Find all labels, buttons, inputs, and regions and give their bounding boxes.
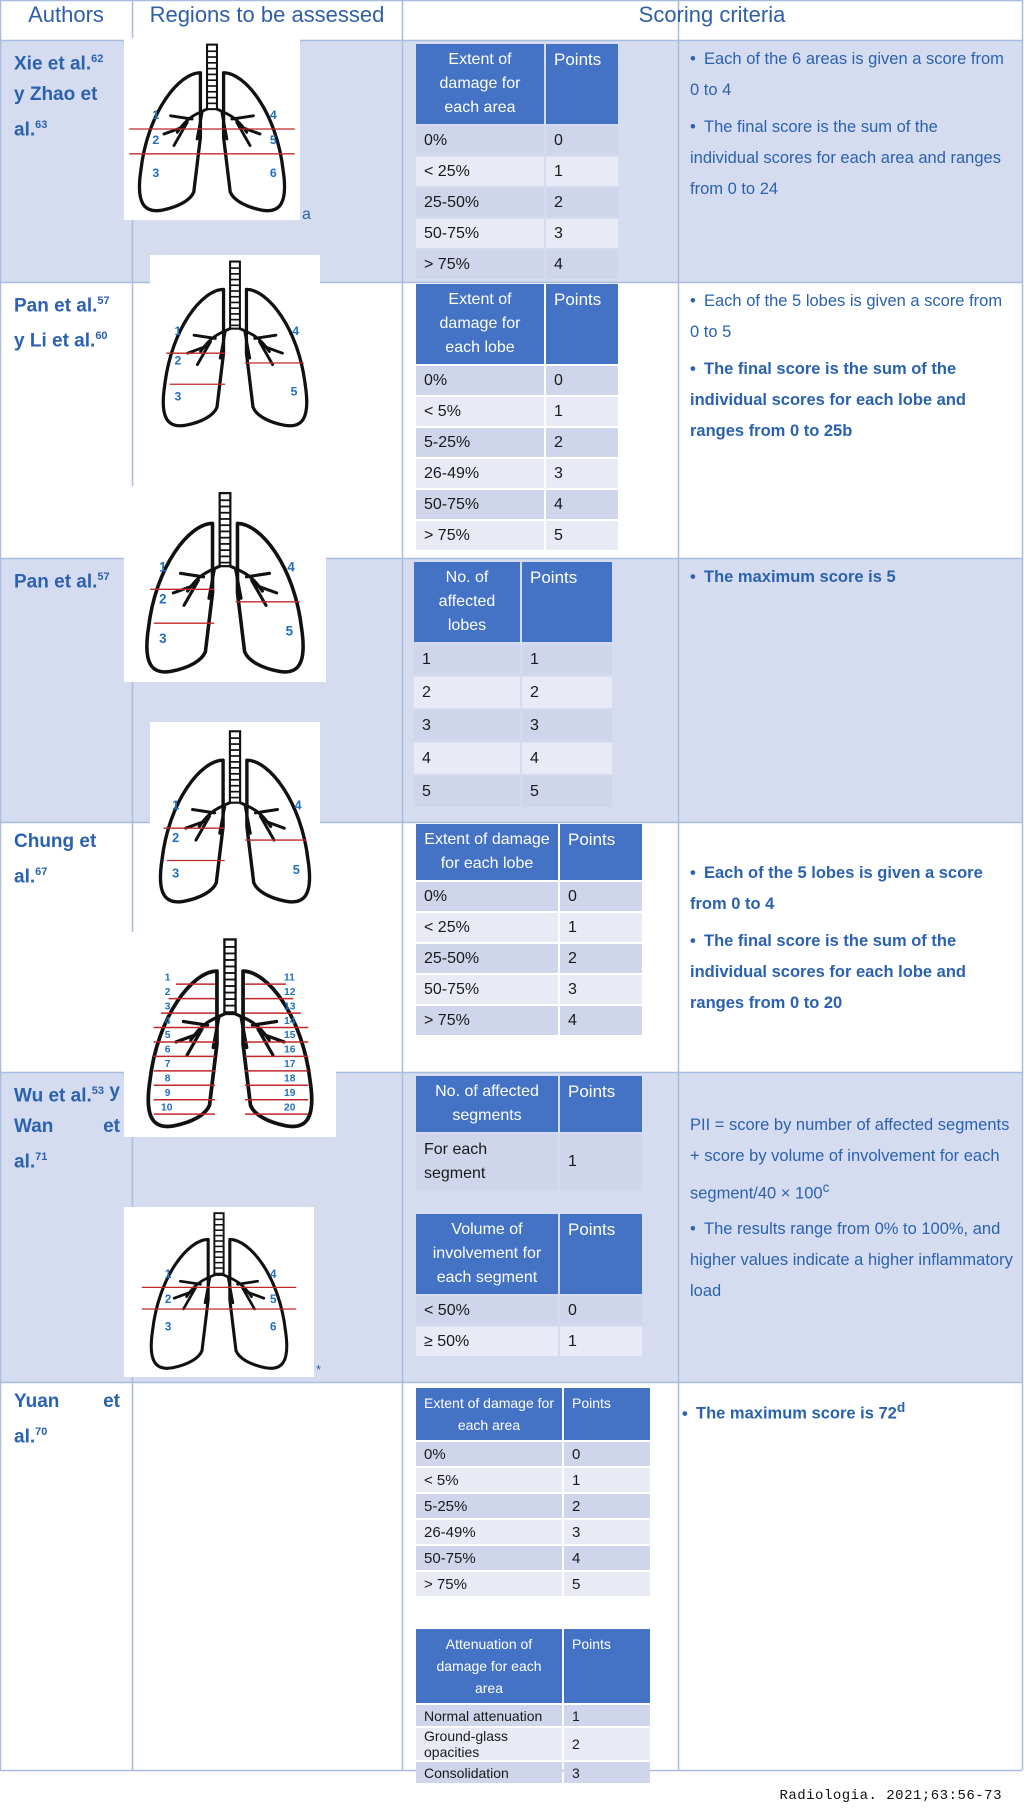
- bronchus-branch: [194, 335, 215, 338]
- author-name: y Li et al.: [14, 330, 96, 352]
- subtable-row: [414, 743, 612, 774]
- bronchus-branch: [246, 573, 269, 577]
- subtable-points-cell: 2: [546, 428, 618, 457]
- subtable-criterion-cell: Ground-glass opacities: [416, 1728, 562, 1760]
- subtable-points-cell: 4: [546, 250, 618, 279]
- subtable-points-cell: 3: [560, 975, 642, 1004]
- bullet-dot: •: [690, 292, 696, 310]
- subtable-points-cell: 1: [564, 1468, 650, 1492]
- header-regions: Regions to be assessed: [149, 2, 385, 27]
- bullet-dot: •: [690, 50, 696, 68]
- scoring-subtable: [414, 1074, 644, 1192]
- scoring-subtable: [414, 1386, 652, 1598]
- region-number-label: 1: [172, 797, 180, 813]
- region-number-label: 5: [290, 384, 298, 399]
- formula-text: [690, 1110, 1014, 1210]
- subtable-row: [414, 644, 612, 675]
- band-fill: [0, 558, 132, 822]
- subtable-criterion-cell: For each segment: [416, 1134, 558, 1190]
- subtable-criterion-cell: 0%: [416, 882, 558, 911]
- left-lung-outline: [139, 73, 200, 211]
- trachea: [207, 45, 217, 110]
- region-number-label: 4: [294, 797, 302, 813]
- subtable-row: [416, 250, 618, 279]
- subtable-row: [416, 1442, 650, 1466]
- subtable-criterion-header: Extent of damage for each area: [416, 1388, 562, 1440]
- formula-body: PII = score by number of affected segments + score by volume of involvement for each segment/40 × 100: [690, 1116, 1010, 1203]
- trachea: [220, 493, 231, 566]
- bronchus-branch: [171, 116, 193, 119]
- subtable-row: [416, 219, 618, 248]
- lung-diagram: [150, 722, 320, 914]
- bronchus-branch: [193, 810, 215, 813]
- lung-diagram: [124, 486, 326, 682]
- region-number-label: 6: [269, 165, 277, 180]
- author-name: Chung et: [14, 831, 97, 852]
- bullet-text: The maximum score is 72: [696, 1404, 897, 1423]
- subtable-criterion-cell: > 75%: [416, 250, 544, 279]
- bronchus-branch: [255, 810, 277, 813]
- subtable-points-cell: 2: [522, 677, 612, 708]
- subtable-row: [416, 1728, 650, 1760]
- region-number-label: 2: [172, 829, 180, 845]
- lung-diagram: [124, 932, 336, 1137]
- subtable-points-cell: 3: [564, 1762, 650, 1783]
- region-number-label: 17: [284, 1059, 296, 1071]
- subtable-criterion-cell: > 75%: [416, 1572, 562, 1596]
- subtable-criterion-cell: 3: [414, 710, 520, 741]
- subtable-criterion-cell: 25-50%: [416, 188, 544, 217]
- right-lung-outline: [247, 760, 310, 902]
- scoring-subtable: [414, 282, 620, 552]
- citation-footer: Radiologia. 2021;63:56-73: [779, 1788, 1002, 1804]
- subtable-points-cell: 0: [564, 1442, 650, 1466]
- author-name: y: [109, 1081, 120, 1102]
- author-line: [14, 1142, 120, 1177]
- trachea: [230, 262, 240, 329]
- subtable-points-header: Points: [546, 44, 618, 124]
- subtable-criterion-cell: 50-75%: [416, 1546, 562, 1570]
- subtable-points-cell: 3: [522, 710, 612, 741]
- author-cell: [0, 822, 132, 892]
- region-number-label: 3: [152, 165, 160, 180]
- subtable-criterion-cell: < 25%: [416, 157, 544, 186]
- subtable-points-cell: 1: [522, 644, 612, 675]
- criteria-notes: [690, 286, 1008, 453]
- region-number-label: 2: [164, 986, 171, 998]
- subtable-criterion-cell: 25-50%: [416, 944, 558, 973]
- lung-diagram: [124, 1207, 314, 1377]
- subtable-points-cell: 5: [564, 1572, 650, 1596]
- subtable-criterion-header: Attenuation of damage for each area: [416, 1629, 562, 1703]
- subtable-criterion-cell: > 75%: [416, 521, 544, 550]
- subtable-row: [416, 1134, 642, 1190]
- subtable-criterion-header: No. of affected lobes: [414, 562, 520, 642]
- author-line: [14, 562, 120, 597]
- region-number-label: 3: [164, 1321, 172, 1334]
- author-name: Xie et al.: [14, 53, 92, 75]
- bullet-dot: •: [690, 360, 696, 378]
- region-number-label: 11: [284, 972, 295, 984]
- subtable-row: [416, 157, 618, 186]
- criteria-bullet: [690, 858, 1010, 920]
- subtable-row: [416, 1006, 642, 1035]
- right-lung-outline: [246, 289, 306, 425]
- subtable-criterion-cell: Consolidation: [416, 1762, 562, 1783]
- subtable-row: [416, 366, 618, 395]
- subtable-row: [416, 1468, 650, 1492]
- author-line: [14, 1417, 120, 1452]
- diagram-footnote-a: a: [302, 206, 311, 223]
- bullet-dot: •: [690, 864, 696, 882]
- subtable-criterion-cell: < 50%: [416, 1296, 558, 1325]
- region-number-label: 3: [164, 1001, 171, 1013]
- subtable-row: [416, 1494, 650, 1518]
- subtable-criterion-cell: < 25%: [416, 913, 558, 942]
- subtable-points-cell: 1: [564, 1705, 650, 1726]
- author-line: [14, 44, 120, 79]
- criteria-notes: [690, 44, 1008, 211]
- bullet-text: The final score is the sum of the individual scores for each lobe and ranges from 0 to 20: [690, 932, 966, 1012]
- region-number-label: 4: [270, 1269, 277, 1282]
- bronchus-branch: [252, 1021, 276, 1025]
- subtable-row: [416, 944, 642, 973]
- author-cell: [0, 1382, 132, 1452]
- region-number-label: 15: [284, 1030, 296, 1042]
- subtable-row: [414, 710, 612, 741]
- author-cell: [0, 1072, 132, 1178]
- scoring-subtable: [414, 1627, 652, 1785]
- subtable-criterion-cell: ≥ 50%: [416, 1327, 558, 1356]
- region-number-label: 1: [164, 972, 171, 984]
- subtable-criterion-cell: 0%: [416, 1442, 562, 1466]
- subtable-points-cell: 4: [522, 743, 612, 774]
- reference-superscript: 70: [35, 1426, 48, 1438]
- author-cell: [0, 282, 132, 357]
- region-number-label: 20: [284, 1102, 296, 1114]
- right-lung-outline: [230, 1239, 287, 1368]
- author-line: [14, 826, 120, 857]
- bullet-text: The maximum score is 5: [704, 568, 896, 586]
- region-number-label: 9: [164, 1088, 171, 1099]
- subtable-criterion-cell: 50-75%: [416, 219, 544, 248]
- subtable-criterion-header: Extent of damage for each area: [416, 44, 544, 124]
- region-number-label: 19: [284, 1088, 296, 1099]
- subtable-points-cell: 4: [560, 1006, 642, 1035]
- subtable-criterion-cell: < 5%: [416, 1468, 562, 1492]
- criteria-notes: [690, 858, 1010, 1025]
- subtable-criterion-header: Extent of damage for each lobe: [416, 284, 544, 364]
- criteria-bullet: [690, 44, 1008, 106]
- author-name: Yuan: [14, 1391, 60, 1412]
- trachea: [224, 939, 235, 1014]
- reference-superscript: 60: [95, 330, 108, 343]
- region-number-label: 2: [152, 132, 160, 147]
- region-number-label: 4: [269, 108, 277, 123]
- subtable-points-cell: 1: [560, 913, 642, 942]
- subtable-points-header: Points: [522, 562, 612, 642]
- header-criteria: Scoring criteria: [638, 2, 786, 27]
- author-name: et: [103, 1116, 120, 1138]
- subtable-points-cell: 3: [546, 459, 618, 488]
- left-lung-outline: [147, 523, 213, 672]
- region-number-label: 16: [284, 1044, 296, 1056]
- region-number-label: 8: [164, 1073, 171, 1085]
- bullet-dot: •: [690, 1219, 696, 1238]
- author-line: [14, 1076, 120, 1111]
- region-number-label: 6: [164, 1044, 171, 1056]
- left-lung-outline: [151, 1239, 208, 1368]
- diagram-footnote-star: *: [316, 1362, 322, 1377]
- region-number-label: 1: [174, 324, 182, 339]
- subtable-criterion-cell: 5-25%: [416, 428, 544, 457]
- criteria-notes: [690, 1110, 1014, 1313]
- author-cell: [0, 558, 132, 597]
- subtable-row: [416, 428, 618, 457]
- bullet-dot: •: [690, 568, 696, 586]
- left-lung-outline: [163, 289, 223, 425]
- subtable-points-cell: 3: [564, 1520, 650, 1544]
- trachea: [214, 1213, 223, 1275]
- region-number-label: 1: [152, 108, 160, 123]
- subtable-row: [416, 1546, 650, 1570]
- subtable-criterion-cell: 5: [414, 776, 520, 807]
- region-number-label: 5: [164, 1030, 171, 1042]
- region-number-label: 14: [284, 1015, 296, 1027]
- criteria-bullet: [690, 562, 930, 593]
- reference-superscript: d: [896, 1400, 906, 1415]
- reference-superscript: 63: [35, 119, 48, 132]
- subtable-row: [416, 1296, 642, 1325]
- subtable-points-header: Points: [564, 1629, 650, 1703]
- author-name: y Zhao et: [14, 84, 98, 106]
- bullet-text: The results range from 0% to 100%, and higher values indicate a higher inflammatory load: [690, 1219, 1013, 1300]
- subtable-criterion-cell: 50-75%: [416, 975, 558, 1004]
- subtable-points-header: Points: [546, 284, 618, 364]
- subtable-points-cell: 2: [564, 1728, 650, 1760]
- subtable-criterion-header: Extent of damage for each lobe: [416, 824, 558, 880]
- region-number-label: 4: [292, 324, 300, 339]
- author-name: et: [103, 1391, 120, 1412]
- left-lung-outline: [148, 971, 217, 1126]
- subtable-points-cell: 0: [560, 1296, 642, 1325]
- region-number-label: 1: [159, 559, 167, 575]
- subtable-criterion-header: Volume of involvement for each segment: [416, 1214, 558, 1294]
- criteria-bullet: [690, 112, 1008, 205]
- region-number-label: 7: [164, 1059, 171, 1071]
- criteria-notes: [690, 562, 930, 599]
- subtable-criterion-cell: 26-49%: [416, 1520, 562, 1544]
- region-number-label: 12: [284, 986, 296, 998]
- author-name: al.: [14, 1151, 36, 1173]
- region-number-label: 3: [172, 865, 180, 881]
- subtable-points-cell: 1: [546, 397, 618, 426]
- reference-superscript: 57: [97, 571, 110, 583]
- reference-superscript: 62: [91, 53, 104, 65]
- author-name: al.: [14, 1426, 36, 1448]
- subtable-points-cell: 1: [560, 1134, 642, 1190]
- reference-superscript: 57: [97, 295, 110, 307]
- subtable-criterion-cell: 4: [414, 743, 520, 774]
- bullet-text: Each of the 6 areas is given a score from 0 to 4: [690, 50, 1004, 99]
- scoring-subtable: [414, 42, 620, 281]
- region-number-label: 3: [159, 630, 167, 646]
- reference-superscript: 71: [35, 1151, 48, 1164]
- region-number-label: 5: [285, 623, 294, 639]
- criteria-notes: [682, 1392, 922, 1436]
- author-line: [14, 857, 120, 892]
- bullet-dot: •: [682, 1404, 688, 1423]
- bullet-text: The final score is the sum of the individual scores for each area and ranges from 0 to 24: [690, 118, 1001, 198]
- subtable-points-header: Points: [560, 1214, 642, 1294]
- subtable-points-cell: 0: [560, 882, 642, 911]
- subtable-row: [416, 188, 618, 217]
- region-number-label: 5: [270, 1293, 277, 1306]
- subtable-criterion-cell: 2: [414, 677, 520, 708]
- subtable-points-cell: 0: [546, 366, 618, 395]
- right-lung-outline: [243, 971, 312, 1126]
- reference-superscript: 53: [91, 1085, 105, 1097]
- region-number-label: 4: [287, 559, 295, 575]
- author-name: al.: [14, 119, 36, 141]
- subtable-row: [416, 459, 618, 488]
- author-line: [14, 1386, 120, 1417]
- author-name: Wu et al.: [14, 1085, 92, 1107]
- subtable-row: [416, 882, 642, 911]
- subtable-points-cell: 4: [564, 1546, 650, 1570]
- header-authors: Authors: [28, 2, 104, 27]
- subtable-points-cell: 1: [546, 157, 618, 186]
- region-number-label: 3: [174, 389, 182, 404]
- subtable-row: [416, 913, 642, 942]
- subtable-row: [416, 1705, 650, 1726]
- subtable-row: [416, 397, 618, 426]
- bullet-dot: •: [690, 932, 696, 950]
- subtable-points-cell: 2: [546, 188, 618, 217]
- author-line: [14, 1111, 120, 1142]
- subtable-criterion-cell: 1: [414, 644, 520, 675]
- subtable-points-header: Points: [560, 824, 642, 880]
- scoring-subtable: [414, 1212, 644, 1358]
- region-number-label: 5: [269, 132, 277, 147]
- subtable-criterion-cell: < 5%: [416, 397, 544, 426]
- criteria-bullet: [690, 286, 1008, 348]
- author-line: [14, 79, 120, 110]
- subtable-criterion-cell: 50-75%: [416, 490, 544, 519]
- subtable-points-cell: 0: [546, 126, 618, 155]
- author-name: Pan et al.: [14, 295, 98, 317]
- left-lung-outline: [160, 760, 223, 902]
- reference-superscript: c: [822, 1180, 830, 1195]
- author-line: [14, 286, 120, 321]
- subtable-criterion-cell: Normal attenuation: [416, 1705, 562, 1726]
- author-name: al.: [14, 866, 36, 888]
- region-number-label: 4: [164, 1015, 171, 1027]
- subtable-points-header: Points: [564, 1388, 650, 1440]
- bullet-text: Each of the 5 lobes is given a score from 0 to 5: [690, 292, 1003, 341]
- region-number-label: 2: [164, 1293, 172, 1306]
- scoring-subtable: [414, 822, 644, 1037]
- subtable-row: [416, 975, 642, 1004]
- bronchus-branch: [255, 335, 276, 338]
- subtable-points-cell: 2: [560, 944, 642, 973]
- subtable-row: [414, 677, 612, 708]
- author-line: [14, 110, 120, 145]
- subtable-criterion-cell: 26-49%: [416, 459, 544, 488]
- subtable-points-cell: 5: [522, 776, 612, 807]
- region-number-label: 6: [270, 1321, 277, 1334]
- scoring-subtable: [412, 560, 614, 809]
- lung-diagram: [124, 38, 300, 220]
- region-number-label: 2: [174, 353, 182, 368]
- bronchus-branch: [180, 573, 203, 577]
- author-name: Pan et al.: [14, 571, 98, 593]
- bullet-text: The final score is the sum of the individual scores for each lobe and ranges from 0 to 25b: [690, 360, 966, 440]
- subtable-row: [416, 1520, 650, 1544]
- subtable-criterion-cell: 0%: [416, 126, 544, 155]
- subtable-points-cell: 5: [546, 521, 618, 550]
- region-number-label: 13: [284, 1001, 296, 1013]
- author-group: [14, 1076, 104, 1111]
- region-number-label: 10: [161, 1102, 173, 1114]
- criteria-bullet: [690, 354, 1008, 447]
- region-number-label: 2: [159, 591, 167, 607]
- criteria-bullet: [690, 1214, 1014, 1307]
- region-number-label: 18: [284, 1073, 296, 1085]
- author-cell: [0, 40, 132, 146]
- subtable-row: [416, 126, 618, 155]
- criteria-bullet: [690, 926, 1010, 1019]
- reference-superscript: 67: [35, 866, 48, 878]
- bronchus-branch: [180, 1281, 200, 1284]
- subtable-criterion-cell: > 75%: [416, 1006, 558, 1035]
- author-name: Wan: [14, 1116, 54, 1138]
- subtable-row: [416, 1327, 642, 1356]
- subtable-row: [414, 776, 612, 807]
- subtable-points-cell: 1: [560, 1327, 642, 1356]
- subtable-row: [416, 1572, 650, 1596]
- region-number-label: 1: [164, 1269, 172, 1282]
- subtable-points-cell: 3: [546, 219, 618, 248]
- bullet-dot: •: [690, 118, 696, 136]
- right-lung-outline: [237, 523, 303, 672]
- region-number-label: 5: [292, 862, 300, 878]
- subtable-row: [416, 490, 618, 519]
- subtable-points-header: Points: [560, 1076, 642, 1132]
- subtable-criterion-header: No. of affected segments: [416, 1076, 558, 1132]
- bronchus-branch: [238, 1281, 258, 1284]
- subtable-criterion-cell: 5-25%: [416, 1494, 562, 1518]
- subtable-criterion-cell: 0%: [416, 366, 544, 395]
- subtable-points-cell: 2: [564, 1494, 650, 1518]
- bronchus-branch: [183, 1021, 207, 1025]
- bronchus-branch: [232, 116, 254, 119]
- subtable-row: [416, 1762, 650, 1783]
- subtable-points-cell: 4: [546, 490, 618, 519]
- bullet-text: Each of the 5 lobes is given a score from 0 to 4: [690, 864, 983, 913]
- lung-diagram: [150, 255, 320, 435]
- subtable-row: [416, 521, 618, 550]
- criteria-bullet: [682, 1392, 922, 1430]
- author-line: [14, 321, 120, 356]
